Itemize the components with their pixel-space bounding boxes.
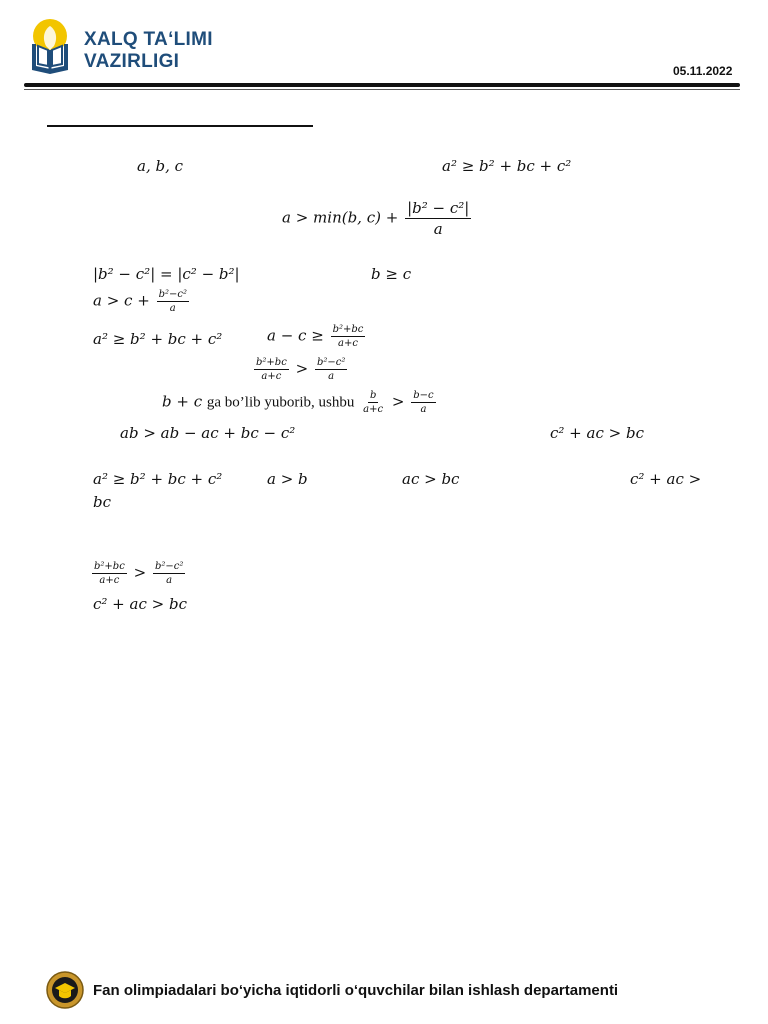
- book-tree-logo-icon: [26, 16, 74, 76]
- line7-ac-gt-bc: ac > bc: [402, 470, 460, 488]
- display-frac-num: |b² − c²|: [407, 199, 470, 217]
- line4-fraction-right: [315, 356, 347, 383]
- line5-text: ga bo’lib yuborib, ushbu: [206, 394, 355, 411]
- line8-fraction-right: [153, 560, 185, 587]
- line6-right: c² + ac > bc: [550, 424, 644, 442]
- given-inequality: a² ≥ b² + bc + c²: [442, 157, 572, 175]
- line5-num2: b−c: [413, 390, 434, 401]
- line7-conclusion: c² + ac >: [630, 470, 702, 488]
- line-abs-equality: |b² − c²| = |c² − b²|: [93, 265, 240, 283]
- display-lhs: a > min(b, c) +: [282, 208, 399, 227]
- line4-den2: a: [328, 371, 335, 382]
- line8-den2: a: [166, 575, 173, 586]
- line5-fraction-left: [361, 389, 385, 416]
- line2-fraction: [157, 288, 189, 315]
- line5-divide: [162, 389, 438, 416]
- line4-num2: b²−c²: [316, 357, 346, 368]
- line2-den: a: [169, 303, 176, 314]
- line6-left: ab > ab − ac + bc − c²: [120, 424, 296, 442]
- line8-op: >: [133, 563, 147, 582]
- line7-continuation: bc: [93, 493, 112, 511]
- display-fraction: [405, 198, 471, 239]
- department-emblem: [46, 971, 84, 1009]
- line3-given: a² ≥ b² + bc + c²: [93, 330, 223, 348]
- title-underline: [47, 125, 313, 127]
- header-divider-thin: [24, 89, 740, 90]
- ministry-name-line1: XALQ TAʻLIMI: [84, 29, 213, 50]
- line-b-ge-c: b ≥ c: [371, 265, 412, 283]
- line5-op: >: [391, 392, 405, 411]
- line8-comparison: [90, 560, 187, 587]
- line7-a-gt-b: a > b: [267, 470, 308, 488]
- line4-fraction-left: [254, 356, 289, 383]
- display-inequality: [282, 198, 473, 239]
- graduation-cap-emblem-icon: [46, 971, 84, 1009]
- line3-derived: [267, 323, 367, 350]
- line5-fraction-right: [411, 389, 435, 416]
- line2-lhs: a > c +: [93, 291, 150, 310]
- header-divider: [24, 83, 740, 87]
- display-frac-den: a: [433, 220, 443, 238]
- line4-op: >: [295, 359, 309, 378]
- line9-conclusion: c² + ac > bc: [93, 595, 187, 613]
- line5-math: b + c: [162, 392, 203, 411]
- line5-den2: a: [420, 404, 427, 415]
- line7-given: a² ≥ b² + bc + c²: [93, 470, 223, 488]
- line3-fraction: [331, 323, 366, 350]
- line3-den: a+c: [338, 338, 358, 349]
- line8-num1: b²+bc: [94, 561, 125, 572]
- ministry-name-line2: VAZIRLIGI: [84, 51, 180, 72]
- line8-den1: a+c: [99, 575, 120, 586]
- line5-num1: b: [369, 390, 377, 401]
- footer-department: Fan olimpiadalari bo‘yicha iqtidorli o‘quvchilar bilan ishlash departamenti: [93, 982, 619, 999]
- line3-num: b²+bc: [332, 324, 364, 335]
- line4-num1: b²+bc: [256, 357, 287, 368]
- line-a-gt-c: [93, 288, 191, 315]
- line4-den1: a+c: [261, 371, 282, 382]
- line4-comparison: [252, 356, 349, 383]
- intro-variables: a, b, c: [137, 157, 184, 175]
- line2-num: b²−c²: [158, 289, 187, 300]
- ministry-logo: [26, 16, 74, 76]
- line8-num2: b²−c²: [154, 561, 184, 572]
- line3-mid: a − c ≥: [267, 326, 324, 345]
- document-date: 05.11.2022: [673, 64, 733, 78]
- line5-den1: a+c: [363, 404, 384, 415]
- line8-fraction-left: [92, 560, 127, 587]
